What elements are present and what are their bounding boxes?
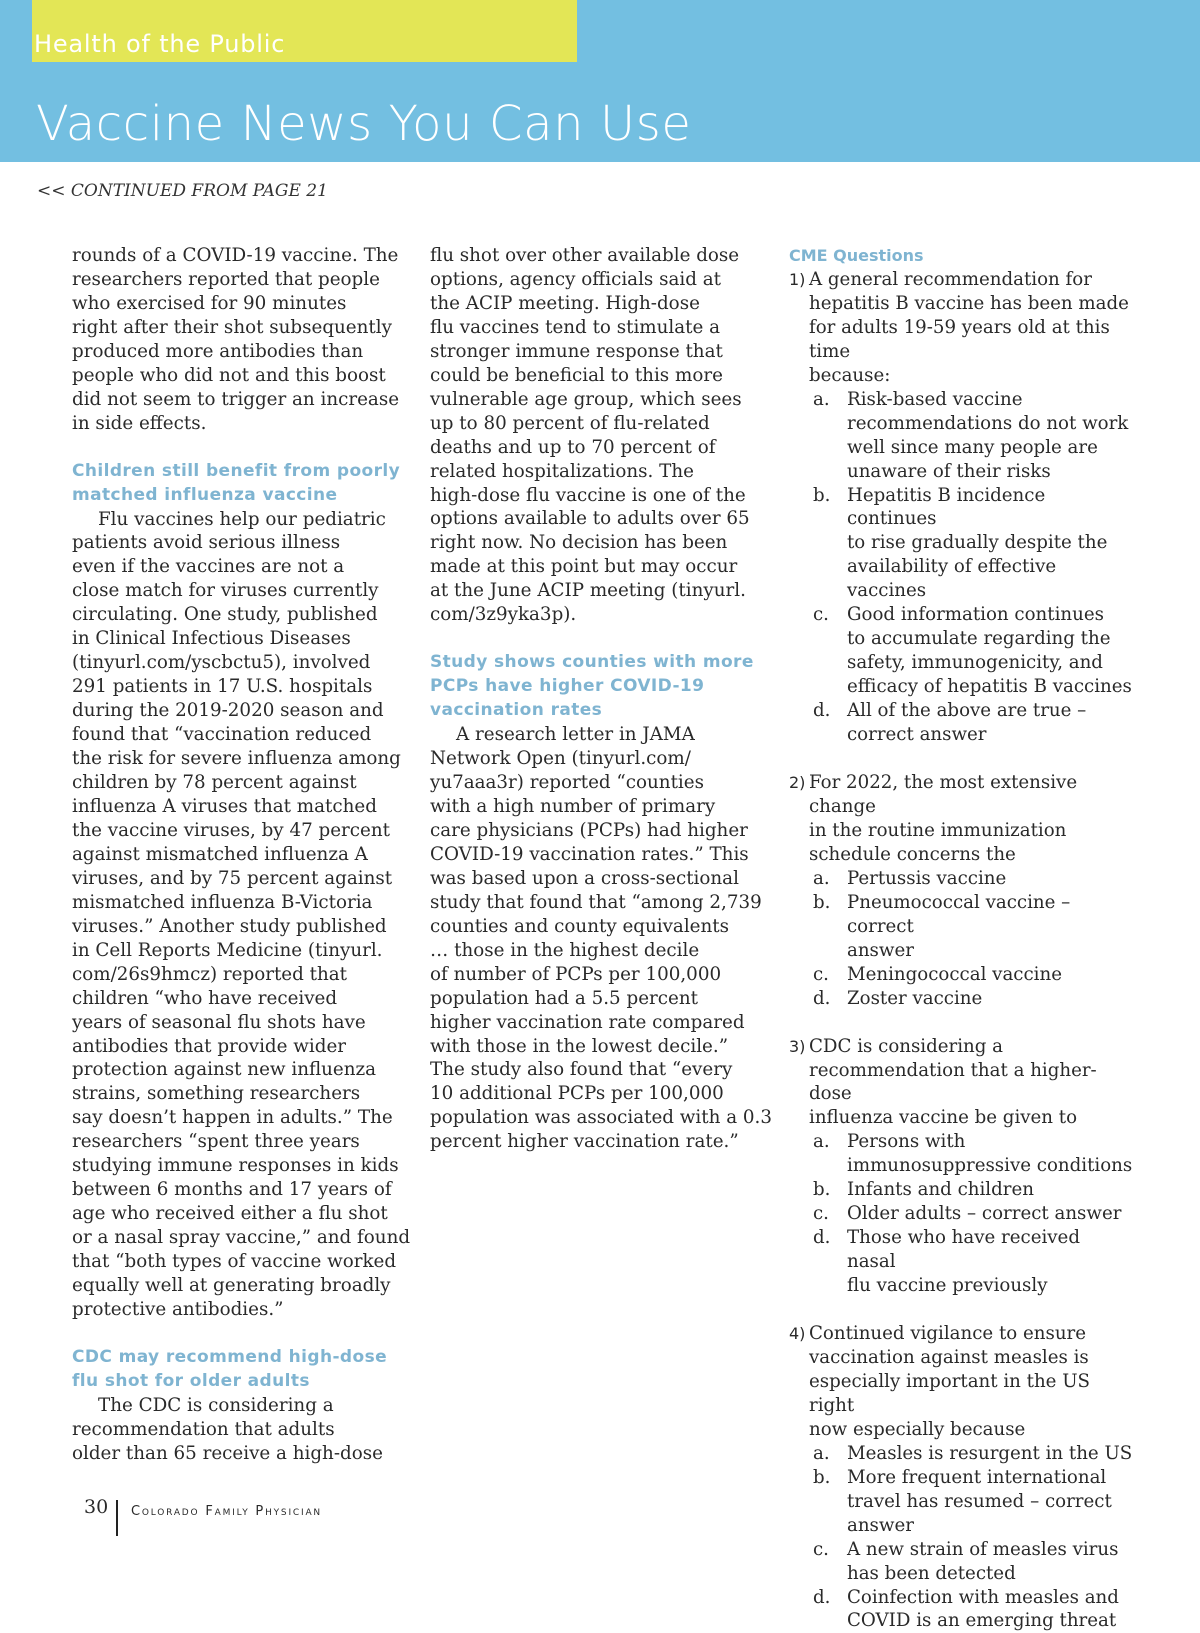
- question: 1) A general recommendation for hepatitis B vaccine has been made for adults 19-59 years old at this time because:: [789, 268, 1129, 386]
- page-title: Vaccine News You Can Use: [36, 96, 692, 152]
- paragraph: A research letter in JAMA Network Open (tinyurl.com/ yu7aaa3r) reported “counties with a high number of primary care physicians (PCPs) had higher COVID-19 vaccination rates.” This was based upon a cross-sectional study that found that “among 2,739 counties and county equivalents … those in the highest decile of number of PCPs per 100,000 population had a 5.5 percent higher vaccination rate compared with those in the lowest decile.” The study also found that “every 10 additional PCPs per 100,000 population was associated with a 0.3 percent higher vaccination rate.”: [430, 724, 772, 1153]
- answer-option: a. Risk-based vaccine recommendations do not work well since many people are unaware of their risks: [813, 388, 1129, 482]
- answer-option: d. All of the above are true – correct answer: [813, 700, 1087, 746]
- answer-option: b. Infants and children: [813, 1179, 1034, 1201]
- question: 2) For 2022, the most extensive change in the routine immunization schedule concerns the: [789, 772, 1078, 865]
- answer-option: d. Zoster vaccine: [813, 987, 983, 1009]
- answer-option: d. Those who have received nasal flu vaccine previously: [813, 1227, 1080, 1297]
- paragraph: rounds of a COVID-19 vaccine. The researchers reported that people who exercised for 90 minutes right after their shot subsequently produced more antibodies than people who did not and this boost did not seem to trigger an increase in side effects.: [72, 245, 400, 434]
- paragraph: Flu vaccines help our pediatric patients avoid serious illness even if the vaccines are not a close match for viruses currently circulating. One study, published in Clinical Infectious Diseases (tinyurl.com/yscbctu5), involved 291 patients in 17 U.S. hospitals during the 2019-2020 season and found that “vaccination reduced the risk for severe influenza among children by 78 percent against influenza A viruses that matched the vaccine viruses, by 47 percent against mismatched influenza A viruses, and by 75 percent against mismatched influenza B-Victoria viruses.” Another study published in Cell Reports Medicine (tinyurl. com/26s9hmcz) reported that children “who have received years of seasonal flu shots have antibodies that provide wider protection against new influenza strains, something researchers say doesn’t happen in adults.” The researchers “spent three years studying immune responses in kids between 6 months and 17 years of age who received either a flu shot or a nasal spray vaccine,” and found that “both types of vaccine worked equally well at generating broadly protective antibodies.”: [72, 508, 411, 1320]
- footer-divider: [116, 1500, 118, 1536]
- answer-option: c. Good information continues to accumulate regarding the safety, immunogenicity, and efficacy of hepatitis B vaccines: [813, 604, 1132, 698]
- answer-option: a. Measles is resurgent in the US: [813, 1442, 1133, 1464]
- answer-option: d. Coinfection with measles and COVID is an emerging threat: [813, 1586, 1119, 1632]
- answer-option: c. Meningococcal vaccine: [813, 963, 1062, 985]
- answer-option: c. Older adults – correct answer: [813, 1203, 1122, 1225]
- question-number: 3): [789, 1036, 806, 1056]
- subheading-cdc-high-dose: CDC may recommend high-dose flu shot for older adults: [72, 1346, 388, 1391]
- cme-title: CME Questions: [789, 246, 924, 265]
- column-2: [430, 244, 775, 1154]
- question: 4) Continued vigilance to ensure vaccination against measles is especially important in the US right now especially because: [789, 1323, 1091, 1440]
- subheading-children-flu: Children still benefit from poorly matched influenza vaccine: [72, 460, 401, 505]
- paragraph: flu shot over other available dose options, agency officials said at the ACIP meeting. High-dose flu vaccines tend to stimulate a stronger immune response that could be beneficial to this more vulnerable age group, which sees up to 80 percent of flu-related deaths and up to 70 percent of related hospitalizations. The high-dose flu vaccine is one of the options available to adults over 65 right now. No decision has been made at this point but may occur at the June ACIP meeting (tinyurl. com/3z9yka3p).: [430, 245, 750, 626]
- column-1: [72, 244, 416, 1466]
- question-number: 4): [789, 1324, 806, 1344]
- page-number: 30: [84, 1496, 109, 1518]
- answer-option: a. Persons with immunosuppressive conditions: [813, 1131, 1133, 1177]
- cme-questions: [789, 244, 1134, 1633]
- continued-note: << CONTINUED FROM PAGE 21: [37, 181, 328, 201]
- subheading-pcp-study: Study shows counties with more PCPs have higher COVID-19 vaccination rates: [430, 652, 754, 721]
- question-number: 2): [789, 773, 806, 793]
- answer-option: b. Hepatitis B incidence continues to rise gradually despite the availability of effective vaccines: [813, 484, 1108, 602]
- question: 3) CDC is considering a recommendation that a higher-dose influenza vaccine be given to: [789, 1035, 1097, 1129]
- answer-option: b. More frequent international travel has resumed – correct answer: [813, 1466, 1112, 1536]
- section-label: Health of the Public: [34, 30, 286, 58]
- answer-option: c. A new strain of measles virus has been detected: [813, 1538, 1119, 1584]
- answer-option: a. Pertussis vaccine: [813, 867, 1007, 889]
- publication-name: Colorado Family Physician: [131, 1504, 322, 1519]
- paragraph: The CDC is considering a recommendation that adults older than 65 receive a high-dose: [72, 1394, 383, 1464]
- answer-option: b. Pneumococcal vaccine – correct answer: [813, 891, 1071, 961]
- question-number: 1): [789, 269, 806, 289]
